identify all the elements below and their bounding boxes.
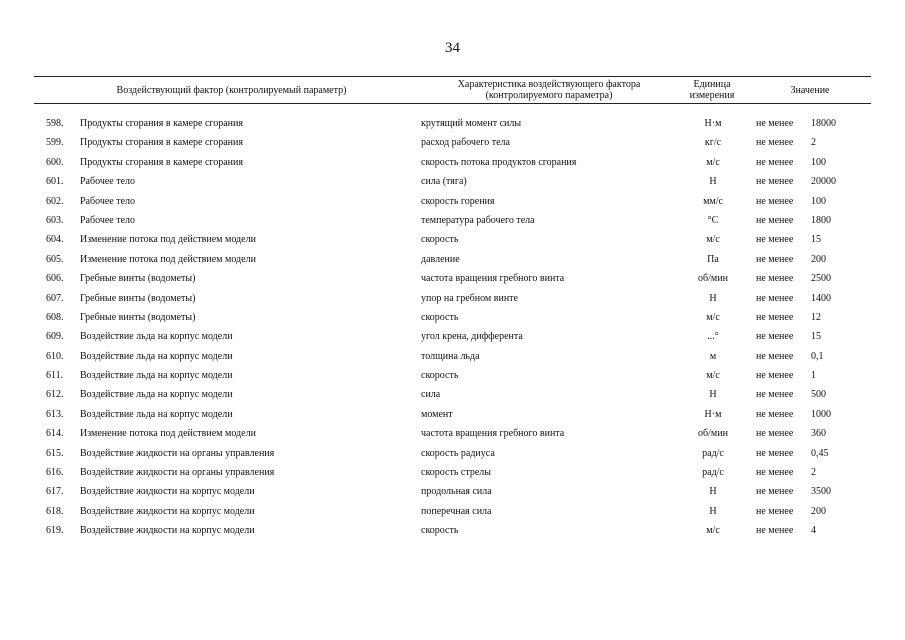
row-characteristic: температура рабочего тела	[421, 214, 535, 226]
row-number: 604.	[46, 234, 64, 246]
row-unit: °С	[707, 214, 719, 226]
row-condition: не менее	[756, 253, 794, 265]
row-unit: об/мин	[698, 273, 728, 285]
row-value: 2	[811, 137, 816, 149]
row-characteristic: скорость потока продуктов сгорания	[421, 156, 577, 168]
row-factor: Воздействие льда на корпус модели	[80, 408, 233, 420]
header-characteristic	[429, 77, 669, 103]
row-unit: м	[709, 350, 717, 362]
table-row	[0, 114, 905, 133]
row-value: 18000	[811, 118, 836, 129]
row-factor: Рабочее тело	[80, 176, 136, 188]
row-number: 618.	[46, 505, 64, 517]
row-value: 500	[811, 389, 826, 401]
row-number: 603.	[46, 214, 64, 226]
row-number: 600.	[46, 156, 64, 168]
row-characteristic: расход рабочего тела	[421, 137, 510, 149]
row-condition: не менее	[756, 311, 794, 323]
table-row	[0, 250, 905, 269]
row-number: 608.	[46, 311, 64, 323]
row-number: 599.	[46, 137, 64, 149]
row-condition: не менее	[756, 505, 794, 517]
row-number: 617.	[46, 486, 64, 498]
row-number: 613.	[46, 408, 64, 420]
row-unit: рад/с	[702, 467, 724, 479]
row-unit: рад/с	[702, 447, 724, 459]
row-condition: не менее	[756, 350, 794, 362]
row-factor: Воздействие льда на корпус модели	[80, 370, 233, 382]
row-condition: не менее	[756, 467, 794, 479]
row-factor: Изменение потока под действием модели	[80, 234, 256, 246]
row-value: 4	[811, 525, 816, 537]
row-number: 598.	[46, 118, 64, 129]
row-value: 1000	[811, 408, 831, 420]
row-factor: Изменение потока под действием модели	[80, 253, 256, 265]
table-row	[0, 192, 905, 211]
table-row	[0, 521, 905, 540]
row-value: 1400	[811, 292, 831, 304]
row-characteristic: частота вращения гребного винта	[421, 273, 565, 285]
row-factor: Изменение потока под действием модели	[80, 428, 256, 440]
row-value: 1	[811, 370, 816, 382]
row-value: 100	[811, 195, 826, 207]
row-characteristic: давление	[421, 253, 460, 265]
table-row	[0, 327, 905, 346]
table-row	[0, 133, 905, 152]
row-unit: м/с	[706, 156, 720, 168]
row-characteristic: угол крена, дифферента	[421, 331, 523, 343]
row-unit: кг/с	[704, 137, 722, 149]
row-number: 614.	[46, 428, 64, 440]
row-value: 3500	[811, 486, 831, 498]
table-row	[0, 347, 905, 366]
header-factor	[34, 77, 429, 103]
table-row	[0, 463, 905, 482]
row-number: 605.	[46, 253, 64, 265]
row-condition: не менее	[756, 525, 794, 537]
header-unit-line1: Единица	[693, 79, 731, 90]
row-factor: Воздействие жидкости на органы управления	[80, 447, 275, 459]
row-factor: Воздействие льда на корпус модели	[80, 350, 233, 362]
row-factor: Воздействие жидкости на корпус модели	[80, 505, 255, 517]
header-unit	[669, 77, 755, 103]
row-characteristic: сила (тяга)	[421, 176, 467, 188]
row-factor: Воздействие льда на корпус модели	[80, 331, 233, 343]
header-characteristic-line1: Характеристика воздействующего фактора	[457, 79, 641, 90]
table-row	[0, 405, 905, 424]
row-number: 610.	[46, 350, 64, 362]
row-unit: мм/с	[703, 195, 723, 207]
row-value: 360	[811, 428, 826, 440]
row-condition: не менее	[756, 273, 794, 285]
row-unit: м/с	[706, 311, 720, 323]
table-row	[0, 230, 905, 249]
row-characteristic: толщина льда	[421, 350, 480, 362]
row-condition: не менее	[756, 370, 794, 382]
row-unit: м/с	[706, 370, 720, 382]
row-characteristic: поперечная сила	[421, 505, 492, 517]
row-condition: не менее	[756, 176, 794, 188]
row-characteristic: упор на гребном винте	[421, 292, 518, 304]
row-factor: Продукты сгорания в камере сгорания	[80, 156, 243, 168]
row-condition: не менее	[756, 292, 794, 304]
row-characteristic: скорость	[421, 234, 459, 246]
row-factor: Гребные винты (водометы)	[80, 273, 196, 285]
row-unit: Н	[709, 292, 717, 304]
header-characteristic-line2: (контролируемого параметра)	[485, 90, 613, 101]
row-value: 2	[811, 467, 816, 479]
table-row	[0, 269, 905, 288]
row-number: 601.	[46, 176, 64, 188]
table-row	[0, 424, 905, 443]
row-number: 615.	[46, 447, 64, 459]
table-row	[0, 172, 905, 191]
table-row	[0, 308, 905, 327]
row-value: 100	[811, 156, 826, 168]
row-condition: не менее	[756, 214, 794, 226]
row-characteristic: момент	[421, 408, 453, 420]
row-number: 611.	[46, 370, 64, 382]
row-condition: не менее	[756, 389, 794, 401]
row-characteristic: скорость	[421, 525, 459, 537]
row-factor: Воздействие жидкости на корпус модели	[80, 486, 255, 498]
table-row	[0, 482, 905, 501]
row-number: 602.	[46, 195, 64, 207]
row-condition: не менее	[756, 195, 794, 207]
row-characteristic: продольная сила	[421, 486, 492, 498]
row-unit: Н·м	[704, 118, 722, 129]
table-row	[0, 444, 905, 463]
row-value: 15	[811, 331, 821, 343]
row-unit: Па	[707, 253, 719, 265]
header-value	[755, 77, 865, 103]
row-characteristic: частота вращения гребного винта	[421, 428, 565, 440]
row-characteristic: скорость радиуса	[421, 447, 495, 459]
row-factor: Воздействие жидкости на органы управления	[80, 467, 275, 479]
row-value: 200	[811, 253, 826, 265]
row-value: 0,45	[811, 447, 829, 459]
row-value: 15	[811, 234, 821, 246]
row-value: 2500	[811, 273, 831, 285]
row-characteristic: скорость стрелы	[421, 467, 491, 479]
table-row	[0, 385, 905, 404]
row-condition: не менее	[756, 428, 794, 440]
row-condition: не менее	[756, 137, 794, 149]
row-condition: не менее	[756, 331, 794, 343]
row-unit: Н	[709, 486, 717, 498]
row-condition: не менее	[756, 447, 794, 459]
row-value: 1800	[811, 214, 831, 226]
table-header-rule	[34, 103, 871, 104]
row-unit: об/мин	[698, 428, 728, 440]
row-characteristic: крутящий момент силы	[421, 118, 522, 129]
row-condition: не менее	[756, 234, 794, 246]
row-unit: Н·м	[704, 408, 722, 420]
header-value-label: Значение	[790, 84, 830, 96]
header-factor-label: Воздействующий фактор (контролируемый параметр)	[116, 84, 347, 96]
table-row	[0, 502, 905, 521]
row-unit: м/с	[706, 234, 720, 246]
row-value: 200	[811, 505, 826, 517]
table-body	[0, 114, 905, 541]
row-unit: Н	[709, 176, 717, 188]
row-unit: м/с	[706, 525, 720, 537]
row-characteristic: скорость	[421, 311, 459, 323]
row-number: 612.	[46, 389, 64, 401]
table-row	[0, 153, 905, 172]
row-number: 607.	[46, 292, 64, 304]
row-unit: Н	[709, 505, 717, 517]
row-factor: Продукты сгорания в камере сгорания	[80, 118, 243, 129]
row-number: 619.	[46, 525, 64, 537]
row-number: 606.	[46, 273, 64, 285]
row-characteristic: сила	[421, 389, 441, 401]
page-number: 34	[445, 40, 460, 56]
row-value: 20000	[811, 176, 836, 188]
table-row	[0, 366, 905, 385]
row-characteristic: скорость горения	[421, 195, 495, 207]
row-factor: Рабочее тело	[80, 195, 136, 207]
row-value: 12	[811, 311, 821, 323]
row-unit: Н	[709, 389, 717, 401]
row-factor: Воздействие жидкости на корпус модели	[80, 525, 255, 537]
table-row	[0, 211, 905, 230]
row-number: 609.	[46, 331, 64, 343]
row-value: 0,1	[811, 350, 824, 362]
row-number: 616.	[46, 467, 64, 479]
row-factor: Продукты сгорания в камере сгорания	[80, 137, 243, 149]
table-row	[0, 289, 905, 308]
row-condition: не менее	[756, 408, 794, 420]
row-unit: ...°	[707, 331, 719, 343]
row-condition: не менее	[756, 156, 794, 168]
row-factor: Рабочее тело	[80, 214, 136, 226]
row-condition: не менее	[756, 118, 794, 129]
row-factor: Воздействие льда на корпус модели	[80, 389, 233, 401]
row-factor: Гребные винты (водометы)	[80, 292, 196, 304]
row-condition: не менее	[756, 486, 794, 498]
row-characteristic: скорость	[421, 370, 459, 382]
row-factor: Гребные винты (водометы)	[80, 311, 196, 323]
header-unit-line2: измерения	[689, 90, 735, 101]
